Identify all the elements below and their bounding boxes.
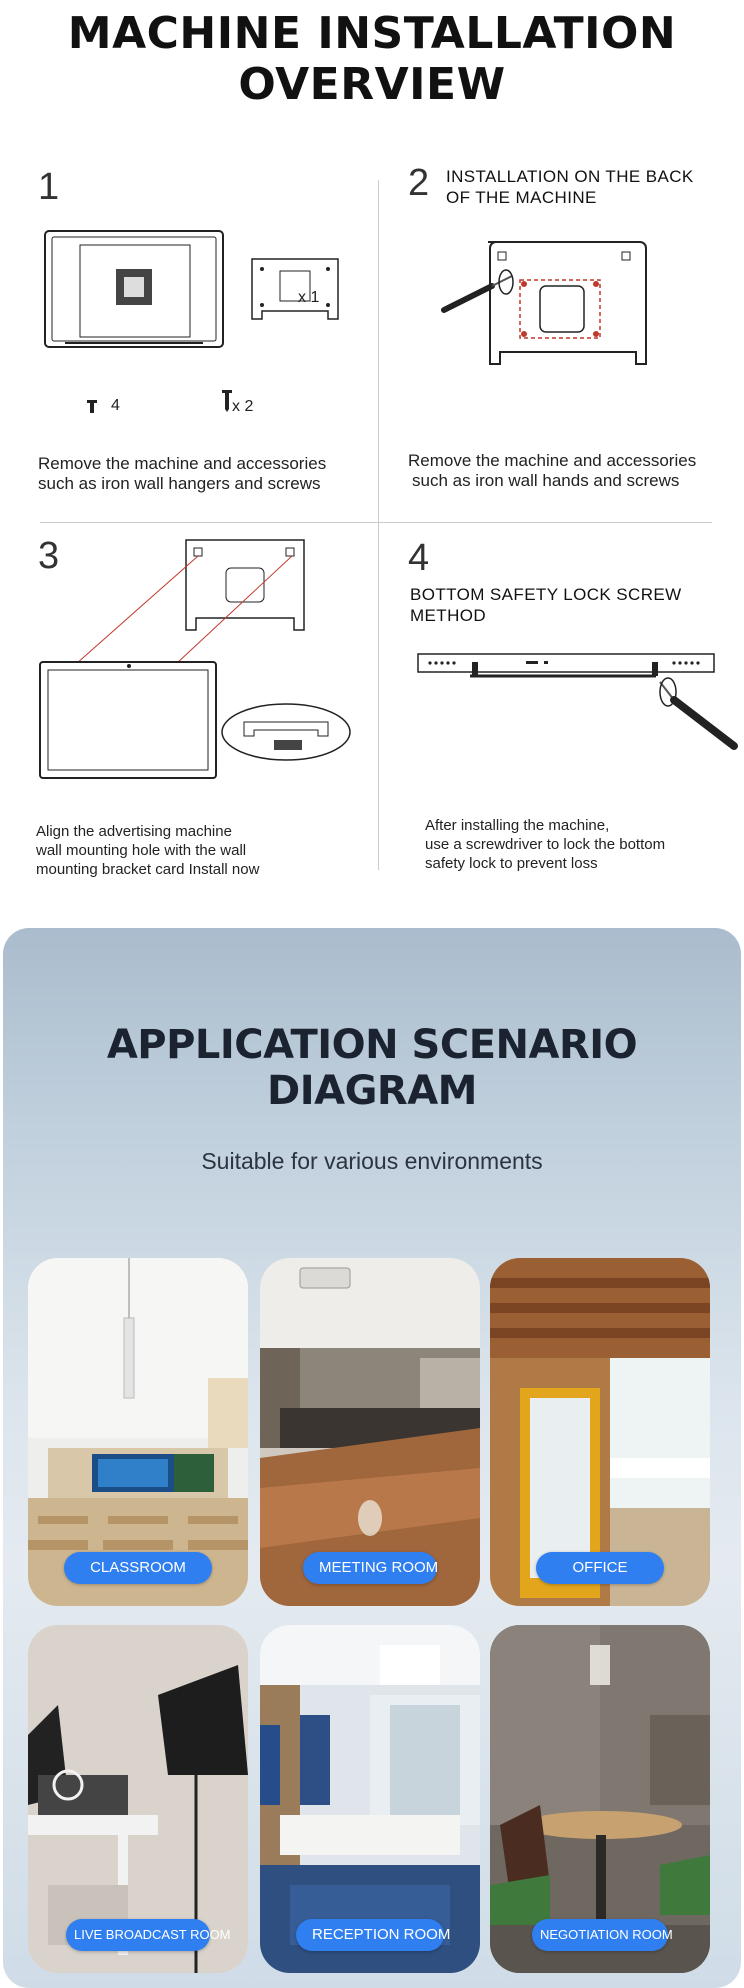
scenario-card-classroom	[28, 1258, 248, 1606]
step-4-number: 4	[408, 537, 430, 579]
step-2-description	[408, 451, 696, 491]
step-3-number: 3	[38, 535, 60, 577]
scenario-card-office	[490, 1258, 710, 1606]
step-1-desc-line: such as iron wall hangers and screws	[38, 474, 321, 493]
application-subtitle: Suitable for various environments	[201, 1148, 543, 1174]
horizontal-divider	[40, 522, 712, 523]
step-3-desc-line: mounting bracket card Install now	[36, 861, 260, 878]
scenario-label-reception-room: RECEPTION ROOM	[296, 1919, 444, 1951]
step-2-heading-line: INSTALLATION ON THE BACK	[446, 167, 694, 186]
step-3-desc-line: Align the advertising machine	[36, 823, 232, 840]
step-4-heading-line: BOTTOM SAFETY LOCK SCREW METHOD	[410, 585, 682, 625]
step-2-desc-line: Remove the machine and accessories	[408, 451, 697, 470]
step-1-screw-qty-a: 4	[111, 397, 120, 414]
step-2-number: 2	[408, 162, 430, 204]
step-4-heading	[410, 584, 744, 626]
scenario-label-live-broadcast-room: LIVE BROADCAST ROOM	[66, 1919, 210, 1951]
step-4-desc-line: After installing the machine,	[425, 817, 610, 834]
scenario-label-meeting-room: MEETING ROOM	[303, 1552, 437, 1584]
step-3-desc-line: wall mounting hole with the wall	[36, 842, 247, 859]
step-2-heading-line: OF THE MACHINE	[446, 188, 597, 207]
step-4-desc-line: safety lock to prevent loss	[425, 855, 598, 872]
page-title: MACHINE INSTALLATION OVERVIEW	[67, 8, 677, 110]
step-2-illustration	[440, 236, 660, 386]
step-1-bracket-qty: x 1	[298, 289, 320, 306]
step-4-description	[425, 816, 665, 873]
step-1-number: 1	[38, 166, 60, 208]
step-3-illustration	[36, 536, 356, 786]
step-1-description	[38, 454, 326, 494]
scenario-label-classroom: CLASSROOM	[64, 1552, 212, 1584]
step-2-heading	[446, 166, 694, 208]
step-1-desc-line: Remove the machine and accessories	[38, 454, 327, 473]
step-3-description	[36, 822, 259, 879]
scenario-label-negotiation-room: NEGOTIATION ROOM	[532, 1919, 668, 1951]
step-1-screw-qty-b: x 2	[232, 398, 254, 415]
step-4-illustration	[416, 646, 744, 756]
scenario-card-live-broadcast-room	[28, 1625, 248, 1973]
application-title: APPLICATION SCENARIO DIAGRAM	[106, 1022, 638, 1114]
step-2-desc-line: such as iron wall hands and screws	[412, 471, 680, 490]
scenario-label-office: OFFICE	[536, 1552, 664, 1584]
scenario-card-negotiation-room	[490, 1625, 710, 1973]
scenario-card-reception-room	[260, 1625, 480, 1973]
scenario-card-meeting-room	[260, 1258, 480, 1606]
step-1-illustration	[40, 225, 380, 425]
step-4-desc-line: use a screwdriver to lock the bottom	[425, 836, 666, 853]
